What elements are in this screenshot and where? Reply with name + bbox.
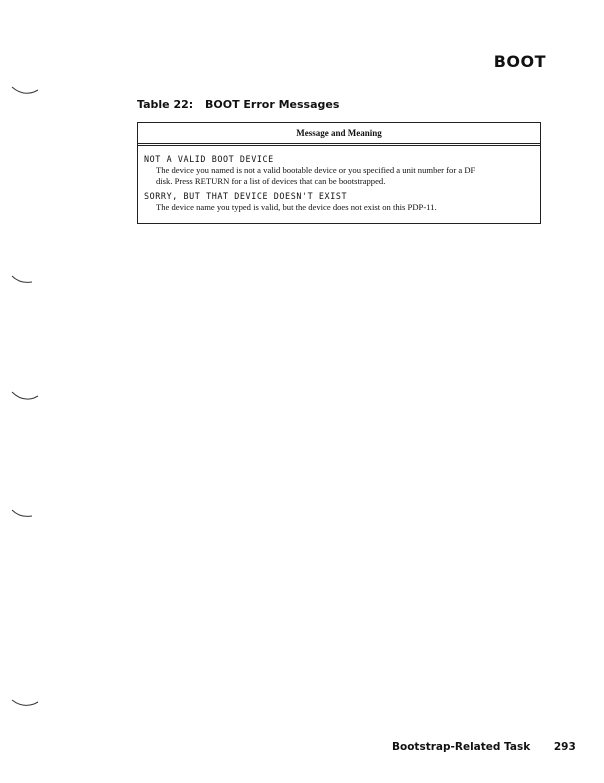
binder-mark-icon: [10, 390, 40, 404]
table-row: [144, 154, 534, 187]
page-number: 293: [553, 741, 576, 753]
footer-section-title: Bootstrap-Related Task: [392, 741, 531, 753]
meaning-line: The device you named is not a valid bootable device or you specified a unit number for a DF: [156, 165, 476, 175]
running-head: BOOT: [493, 52, 546, 71]
meaning-line: disk. Press RETURN for a list of devices that can be bootstrapped.: [156, 176, 386, 186]
table-row: [144, 191, 534, 213]
table-title: BOOT Error Messages: [205, 98, 340, 111]
error-meaning: [144, 202, 534, 213]
page-footer: [392, 741, 576, 753]
table-header: Message and Meaning: [138, 123, 540, 146]
table-body: [138, 146, 540, 213]
table-caption: [137, 98, 339, 111]
error-message: SORRY, BUT THAT DEVICE DOESN'T EXIST: [144, 191, 348, 201]
binder-mark-icon: [10, 274, 40, 288]
error-meaning: [144, 165, 534, 187]
binder-mark-icon: [10, 696, 40, 710]
meaning-line: The device name you typed is valid, but the device does not exist on this PDP-11.: [156, 202, 437, 212]
binder-mark-icon: [10, 508, 40, 522]
error-messages-table: [137, 122, 541, 224]
error-message: NOT A VALID BOOT DEVICE: [144, 154, 274, 164]
table-number: Table 22:: [137, 98, 194, 111]
binder-mark-icon: [10, 84, 40, 98]
